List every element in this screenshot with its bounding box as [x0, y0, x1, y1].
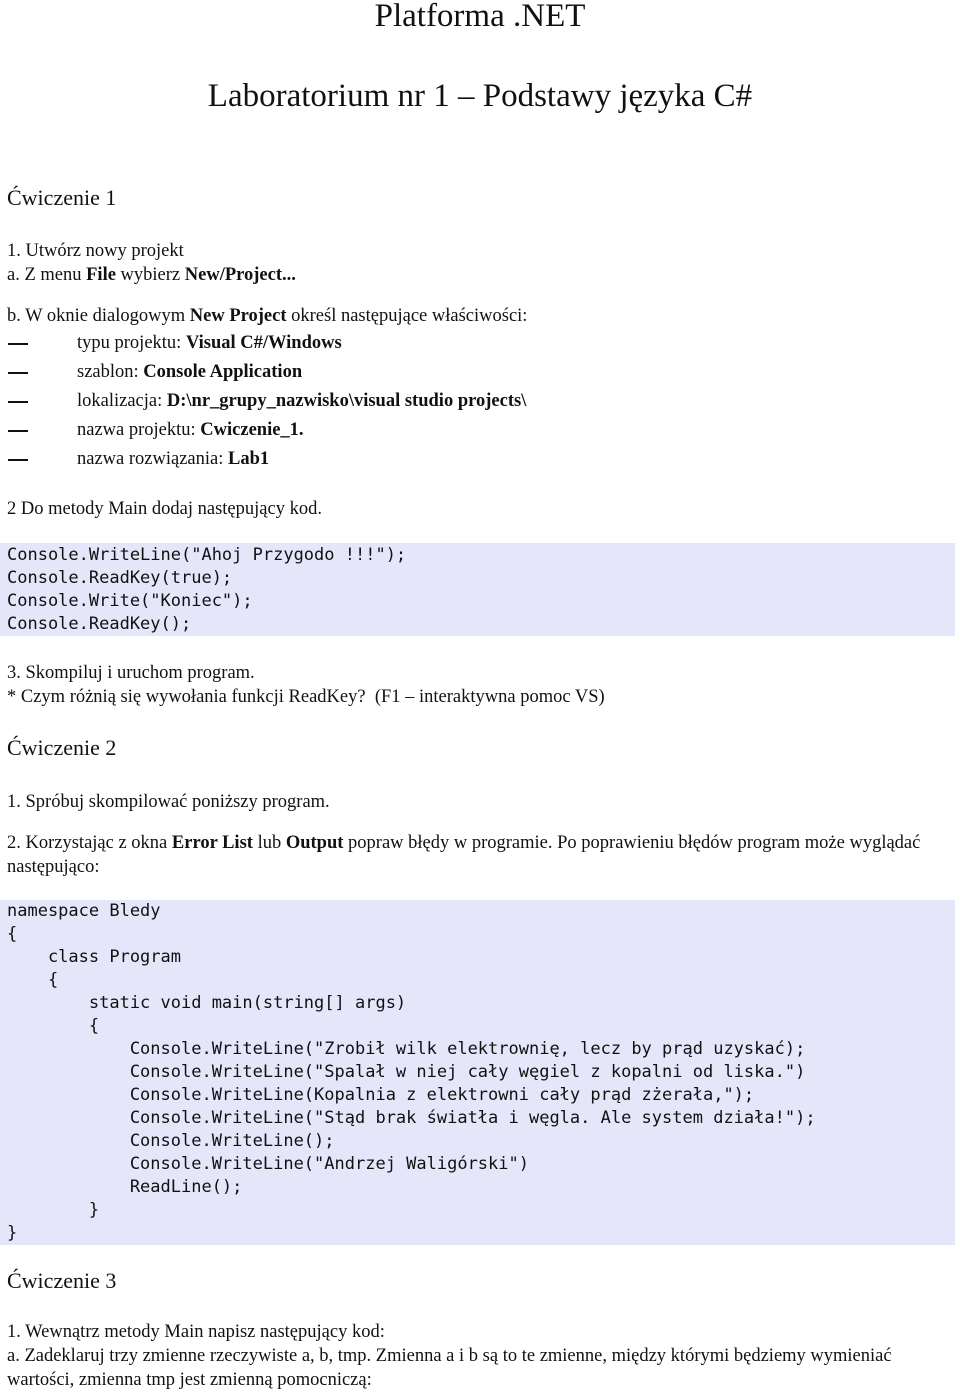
code-line: Console.WriteLine("Zrobił wilk elektrownię, lecz by prąd uzyskać);	[7, 1039, 806, 1059]
ex1-step-1b: b. W oknie dialogowym New Project określ następujące właściwości:	[7, 306, 528, 326]
code-line: Console.Write("Koniec");	[7, 591, 253, 611]
ex1-step-1: 1. Utwórz nowy projekt	[7, 241, 184, 261]
ex1-question: * Czym różnią się wywołania funkcji ReadKey? (F1 – interaktywna pomoc VS)	[7, 687, 605, 707]
bullet-project-name: nazwa projektu: Cwiczenie_1.	[77, 420, 304, 440]
exercise-1-heading: Ćwiczenie 1	[7, 185, 117, 210]
code-line: Console.ReadKey(true);	[7, 568, 233, 588]
bullet-location: lokalizacja: D:\nr_grupy_nazwisko\visual studio projects\	[77, 391, 527, 411]
exercise-2-heading: Ćwiczenie 2	[7, 735, 117, 760]
ex2-step-2: 2. Korzystając z okna Error List lub Output popraw błędy w programie. Po poprawieniu błędów program może wyglądać następująco:	[7, 833, 921, 877]
bullet-dash	[8, 430, 28, 432]
code-line: Console.WriteLine(Kopalnia z elektrowni cały prąd zżerała,");	[7, 1085, 755, 1105]
code-line: class Program	[7, 947, 181, 967]
code-line: static void main(string[] args)	[7, 993, 407, 1013]
bullet-dash	[8, 459, 28, 461]
code-line: Console.WriteLine();	[7, 1131, 335, 1151]
bullet-dash	[8, 343, 28, 345]
code-line: Console.WriteLine("Andrzej Waligórski")	[7, 1154, 529, 1174]
bullet-template: szablon: Console Application	[77, 362, 303, 382]
bullet-dash	[8, 372, 28, 374]
bullet-solution-name: nazwa rozwiązania: Lab1	[77, 449, 270, 469]
exercise-3-heading: Ćwiczenie 3	[7, 1268, 117, 1293]
code-line: namespace Bledy	[7, 901, 161, 921]
code-line: {	[7, 924, 18, 944]
bullet-dash	[8, 401, 28, 403]
code-line: ReadLine();	[7, 1177, 243, 1197]
code-line: Console.WriteLine("Stąd brak światła i węgla. Ale system działa!");	[7, 1108, 816, 1128]
ex2-step-1: 1. Spróbuj skompilować poniższy program.	[7, 792, 330, 812]
code-line: Console.WriteLine("Spalał w niej cały węgiel z kopalni od liska.")	[7, 1062, 806, 1082]
bullet-project-type: typu projektu: Visual C#/Windows	[77, 333, 342, 353]
code-line: Console.ReadKey();	[7, 614, 192, 634]
document-subtitle: Laboratorium nr 1 – Podstawy języka C#	[207, 78, 753, 114]
code-line: {	[7, 1016, 100, 1036]
code-line: {	[7, 970, 59, 990]
code-line: Console.WriteLine("Ahoj Przygodo !!!");	[7, 545, 407, 565]
document-title: Platforma .NET	[374, 0, 586, 34]
ex1-step-3: 3. Skompiluj i uruchom program.	[7, 663, 255, 683]
ex3-step-1a: a. Zadeklaruj trzy zmienne rzeczywiste a, b, tmp. Zmienna a i b są to te zmienne, między którymi będziemy wymieniać wartości, zmienna tmp jest zmienną pomocniczą:	[7, 1346, 892, 1390]
ex1-step-1a: a. Z menu File wybierz New/Project...	[7, 265, 296, 285]
code-line: }	[7, 1223, 18, 1243]
ex3-step-1: 1. Wewnątrz metody Main napisz następujący kod:	[7, 1322, 385, 1342]
code-line: }	[7, 1200, 100, 1220]
ex1-step-2: 2 Do metody Main dodaj następujący kod.	[7, 499, 322, 519]
